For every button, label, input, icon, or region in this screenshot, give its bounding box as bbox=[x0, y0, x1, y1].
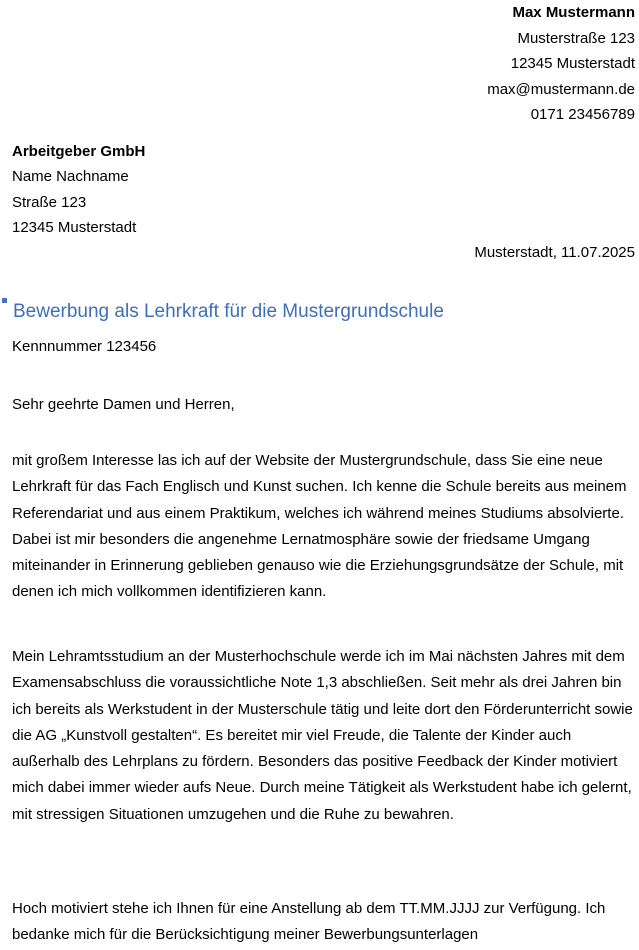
recipient-address-block bbox=[12, 139, 145, 240]
letter-date: Musterstadt, 11.07.2025 bbox=[474, 244, 635, 261]
sender-name: Max Mustermann bbox=[512, 4, 635, 21]
reference-number: Kennnummer 123456 bbox=[12, 338, 157, 355]
recipient-city: 12345 Musterstadt bbox=[12, 218, 137, 236]
salutation: Sehr geehrte Damen und Herren, bbox=[12, 396, 235, 413]
recipient-contact: Name Nachname bbox=[12, 168, 129, 186]
sender-address-block bbox=[487, 0, 635, 128]
sender-phone: 0171 23456789 bbox=[530, 106, 635, 123]
heading-marker bbox=[2, 298, 7, 303]
letter-subject: Bewerbung als Lehrkraft für die Mustergrundschule bbox=[13, 301, 444, 322]
body-paragraph-1: mit großem Interesse las ich auf der Website der Mustergrundschule, dass Sie eine neue Lehrkraft für das Fach Englisch und Kunst suchen. Ich kenne die Schule bereits aus meinem Referendariat und aus einem Praktikum, welches ich während meines Studiums absolvierte. Dabei ist mir besonders die angenehme Lernatmosphäre sowie der friedsame Umgang miteinander in Erinnerung geblieben genauso wie die Erziehungsgrundsätze der Schule, mit denen ich mich vollkommen identifizieren kann. bbox=[12, 452, 627, 601]
recipient-company: Arbeitgeber GmbH bbox=[12, 143, 146, 160]
body-paragraph-2: Mein Lehramtsstudium an der Musterhochschule werde ich im Mai nächsten Jahres mit dem Examensabschluss die voraussichtliche Note 1,3 abschließen. Seit mehr als drei Jahren bin ich bereits als Werkstudent in der Musterschule tätig und leite dort den Förderunterricht sowie die AG „Kunstvoll gestalten“. Es bereitet mir viel Freude, die Talente der Kinder auch außerhalb des Lehrplans zu fördern. Besonders das positive Feedback der Kinder motiviert mich dabei immer wieder aufs Neue. Durch meine Tätigkeit als Werkstudent habe ich gelernt, mit stressigen Situationen umzugehen und die Ruhe zu bewahren. bbox=[12, 648, 633, 823]
sender-city: 12345 Musterstadt bbox=[510, 55, 635, 72]
sender-email: max@mustermann.de bbox=[487, 80, 635, 98]
body-paragraph-3: Hoch motiviert stehe ich Ihnen für eine Anstellung ab dem TT.MM.JJJJ zur Verfügung. Ich bedanke mich für die Berücksichtigung meiner Bewerbungsunterlagen bbox=[12, 900, 606, 944]
sender-street: Musterstraße 123 bbox=[517, 29, 635, 47]
recipient-street: Straße 123 bbox=[12, 193, 87, 211]
